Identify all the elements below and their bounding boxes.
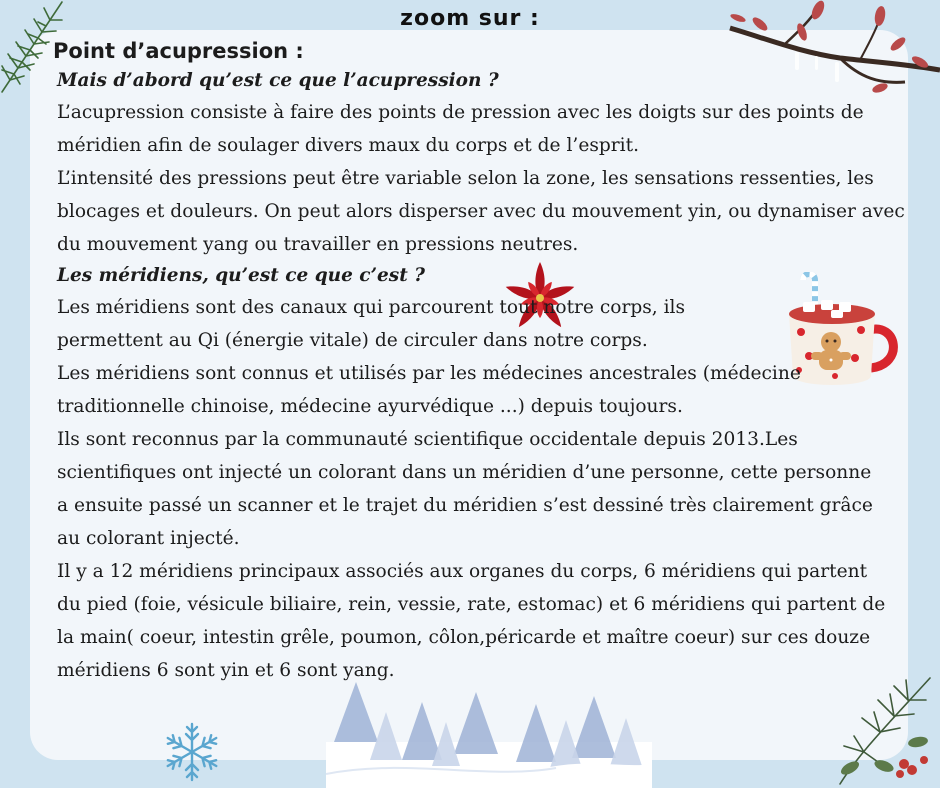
page-title: Point d’acupression : <box>53 39 304 63</box>
snowy-trees-icon <box>326 682 652 788</box>
paragraph: L’acupression consiste à faire des points de pression avec les doigts sur des points de méridien afin de soulager divers maux du corps et de l’esprit. <box>57 102 864 156</box>
zoom-label: zoom sur : <box>400 6 540 31</box>
holly-branch-icon <box>820 672 940 788</box>
section-heading-meridiens: Les méridiens, qu’est ce que c’est ? <box>57 265 426 286</box>
paragraph: Ils sont reconnus par la communauté scientifique occidentale depuis 2013.Les scientifiques ont injecté un colorant dans un méridien d’une personne, cette personne a ensuite passé un scanner et le trajet du méridien s’est dessiné très clairement grâce au colorant injecté. <box>57 429 873 549</box>
paragraph: Les méridiens sont connus et utilisés par les médecines ancestrales (médecine traditionnelle chinoise, médecine ayurvédique ...) depuis toujours. <box>57 363 801 417</box>
section-heading-acupression: Mais d’abord qu’est ce que l’acupression ? <box>57 70 499 91</box>
paragraph: Les méridiens sont des canaux qui parcourent tout notre corps, ils permettent au Qi (énergie vitale) de circuler dans notre corps. <box>57 297 686 351</box>
snowflake-icon <box>160 720 224 784</box>
article <box>53 36 907 687</box>
paragraph: L’intensité des pressions peut être variable selon la zone, les sensations ressenties, les blocages et douleurs. On peut alors disperser avec du mouvement yin, ou dynamiser avec du mouvement yang ou travailler en pressions neutres. <box>57 168 905 255</box>
paragraph: Il y a 12 méridiens principaux associés aux organes du corps, 6 méridiens qui partent du pied (foie, vésicule biliaire, rein, vessie, rate, estomac) et 6 méridiens qui partent de la main( coeur, intestin grêle, poumon, côlon,péricarde et maître coeur) sur ces douze méridiens 6 sont yin et 6 sont yang. <box>57 561 886 681</box>
